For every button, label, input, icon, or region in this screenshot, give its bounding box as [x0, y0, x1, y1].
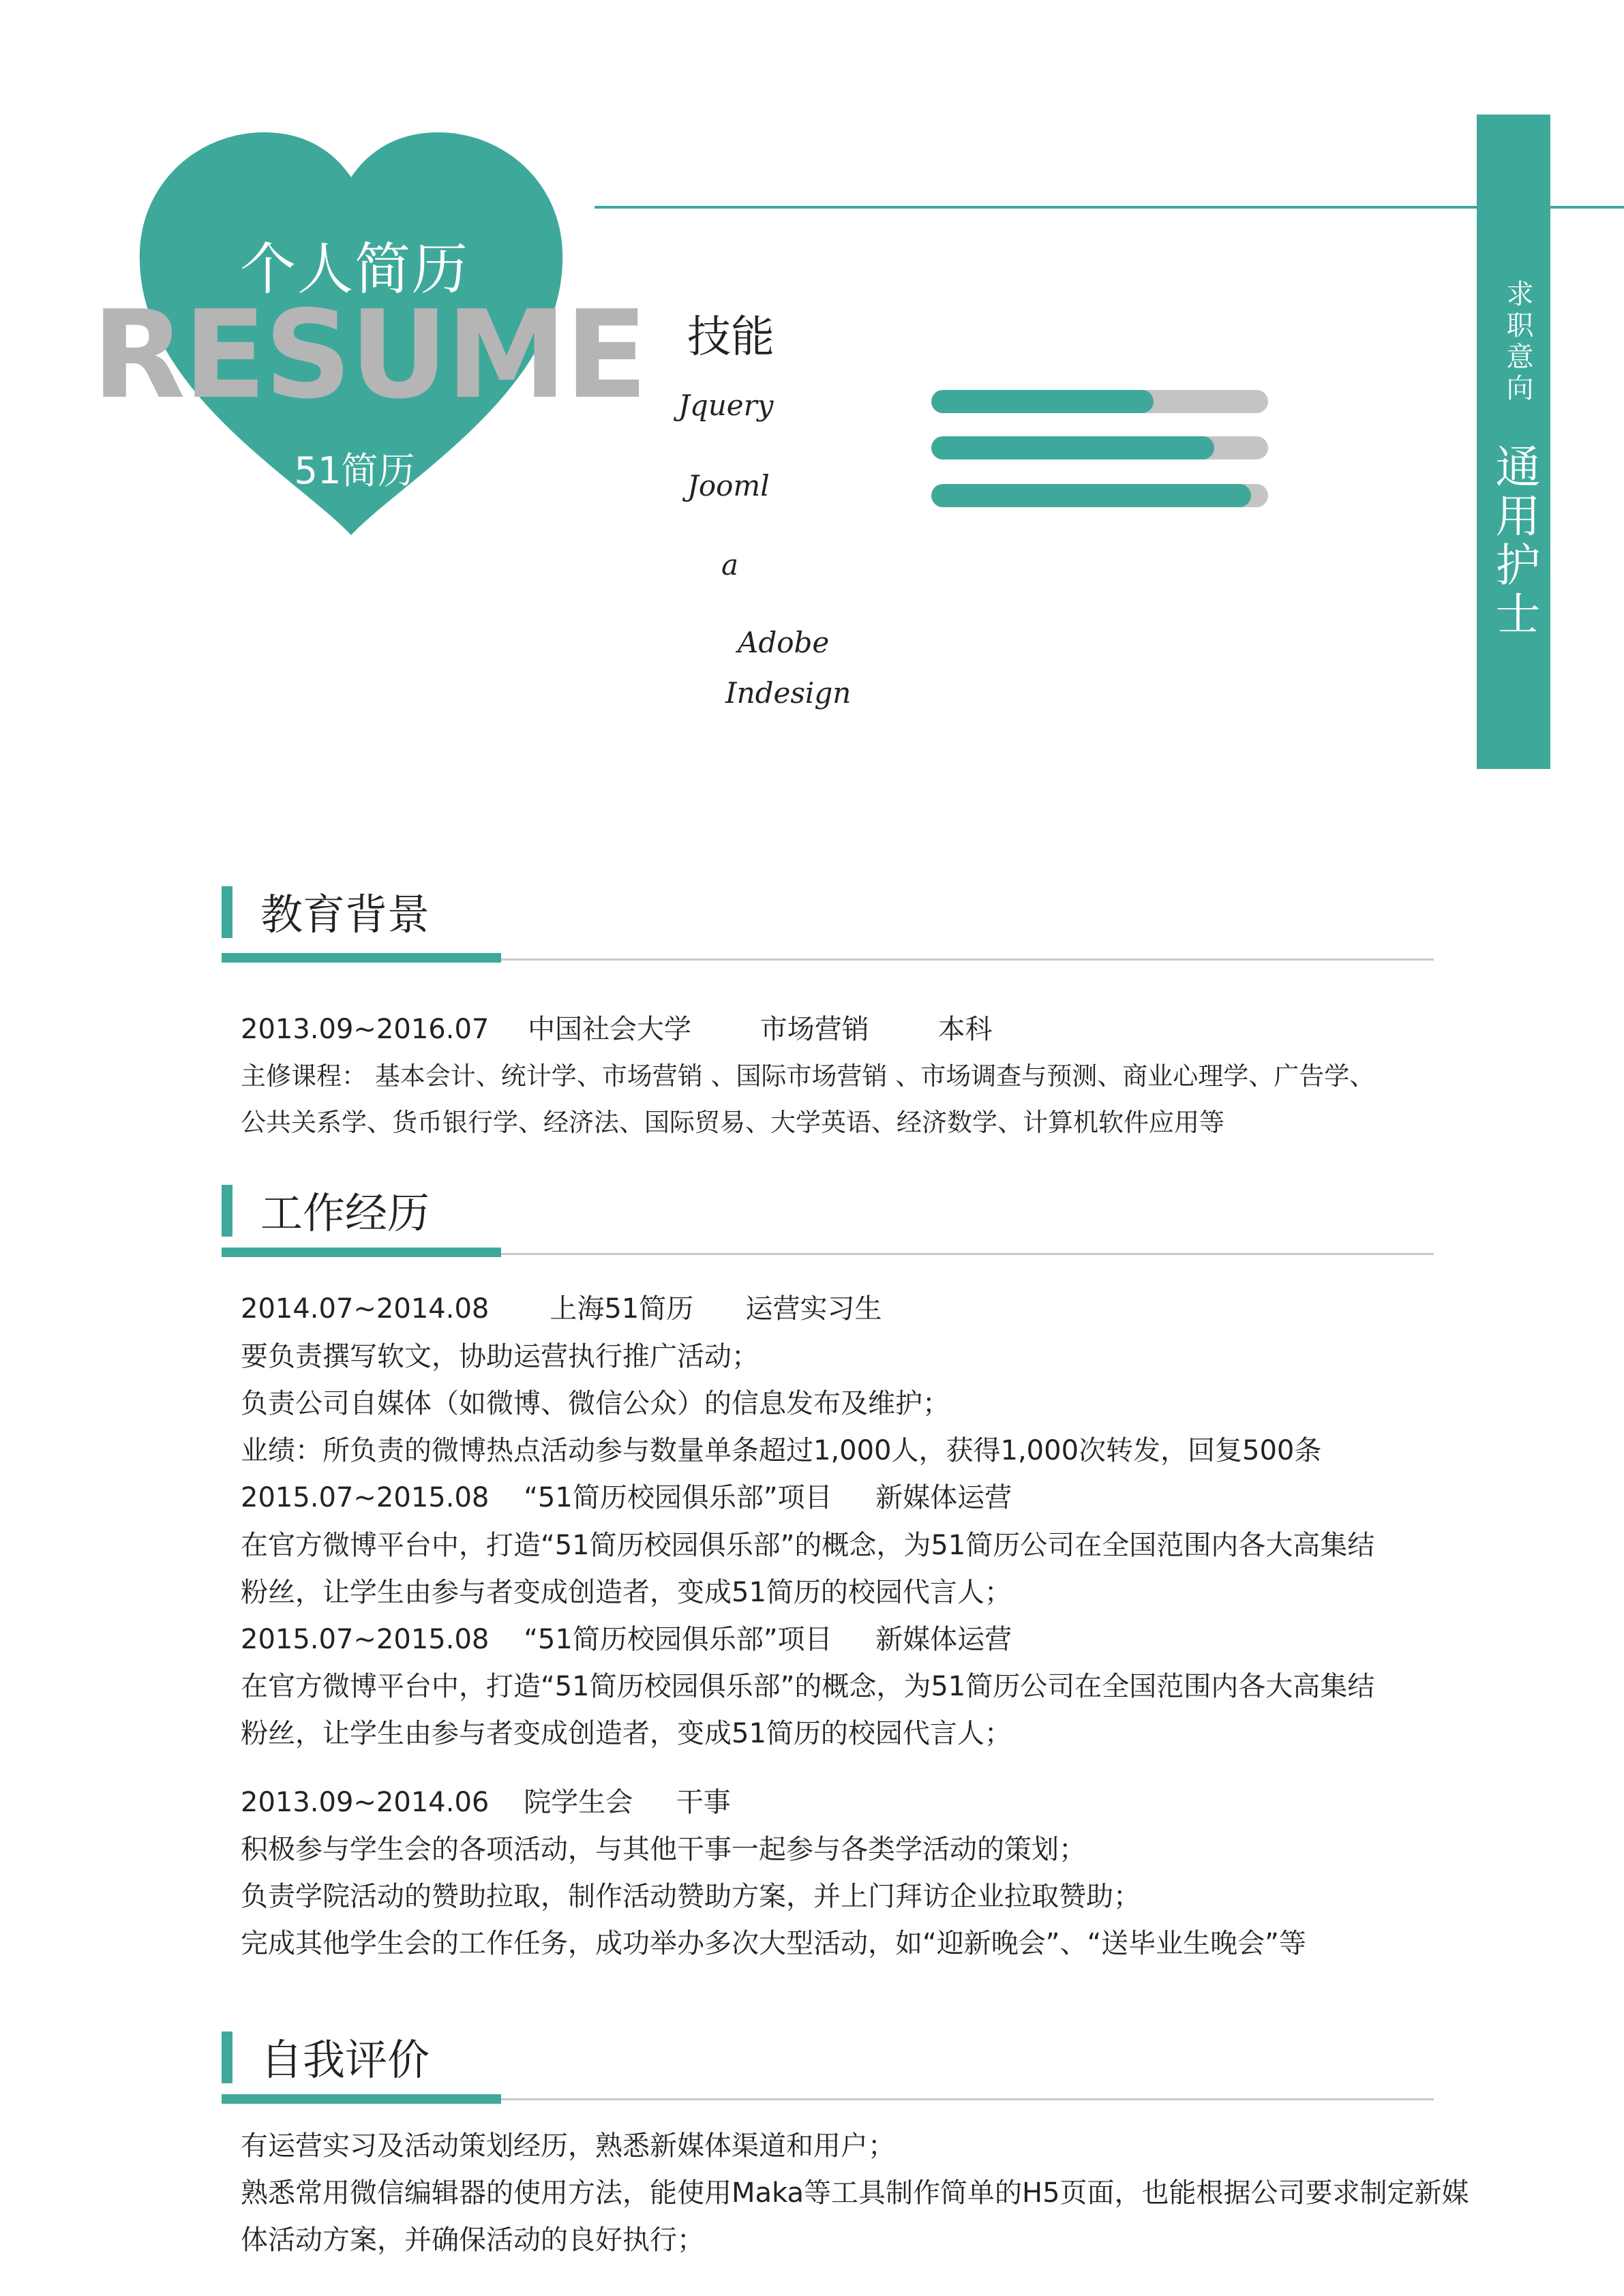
- skill-label: Jooml: [687, 469, 770, 502]
- skill-bar-fill: [931, 436, 1214, 459]
- job-intention-value: 通用护士: [1488, 443, 1540, 639]
- work-line: 完成其他学生会的工作任务，成功举办多次大型活动，如“迎新晚会”、“送毕业生晚会”等: [241, 1928, 1306, 1959]
- work-line: 负责学院活动的赞助拉取，制作活动赞助方案，并上门拜访企业拉取赞助；: [241, 1881, 1141, 1912]
- section-rule: [222, 1248, 501, 1257]
- education-degree: 本科: [937, 1014, 993, 1045]
- self-line: 熟悉常用微信编辑器的使用方法，能使用Maka等工具制作简单的H5页面，也能根据公司要求制定新媒: [241, 2177, 1469, 2209]
- section-title-self: 自我评价: [260, 2035, 430, 2085]
- skill-bar: [931, 436, 1268, 459]
- skill-label: Indesign: [725, 676, 852, 710]
- work-line: 负责公司自媒体（如微博、微信公众）的信息发布及维护；: [241, 1388, 950, 1419]
- section-rule: [222, 953, 501, 963]
- work-line: 2015.07~2015.08 “51简历校园俱乐部”项目 新媒体运营: [241, 1624, 1012, 1655]
- side-banner: [1477, 115, 1550, 769]
- work-line: 业绩：所负责的微博热点活动参与数量单条超过1,000人，获得1,000次转发，回复500条: [241, 1435, 1322, 1466]
- skill-label: Jquery: [678, 389, 774, 422]
- skill-bar-fill: [931, 484, 1251, 507]
- section-rule: [501, 958, 1434, 961]
- self-line: 有运营实习及活动策划经历，熟悉新媒体渠道和用户；: [241, 2130, 895, 2162]
- education-summary: [241, 1008, 993, 1046]
- work-line: 2014.07~2014.08 上海51简历 运营实习生: [241, 1293, 882, 1325]
- education-period: 2013.09~2016.07: [241, 1014, 490, 1045]
- education-school: 中国社会大学: [528, 1014, 692, 1045]
- skill-bar: [931, 484, 1268, 507]
- work-line: 2013.09~2014.06 院学生会 干事: [241, 1787, 731, 1818]
- work-line: 粉丝，让学生由参与者变成创造者，变成51简历的校园代言人；: [241, 1577, 1012, 1608]
- education-courses: 主修课程： 基本会计、统计学、市场营销 、国际市场营销 、市场调查与预测、商业心理学、广告学、: [241, 1061, 1375, 1091]
- work-line: 在官方微博平台中，打造“51简历校园俱乐部”的概念，为51简历公司在全国范围内各大高集结: [241, 1530, 1375, 1561]
- work-line: 2015.07~2015.08 “51简历校园俱乐部”项目 新媒体运营: [241, 1482, 1012, 1513]
- section-title-work: 工作经历: [260, 1188, 430, 1238]
- skill-label: a: [721, 548, 739, 581]
- section-rule: [501, 2098, 1434, 2100]
- work-line: 要负责撰写软文，协助运营执行推广活动；: [241, 1341, 759, 1372]
- skill-bar: [931, 390, 1268, 413]
- brand-name: 51简历: [294, 449, 415, 492]
- work-line: 粉丝，让学生由参与者变成创造者，变成51简历的校园代言人；: [241, 1718, 1012, 1749]
- resume-word: RESUME: [92, 284, 646, 425]
- education-major: 市场营销: [760, 1014, 869, 1045]
- work-line: 在官方微博平台中，打造“51简历校园俱乐部”的概念，为51简历公司在全国范围内各大高集结: [241, 1671, 1375, 1702]
- education-courses: 公共关系学、货币银行学、经济法、国际贸易、大学英语、经济数学、计算机软件应用等: [241, 1108, 1224, 1137]
- section-rule: [501, 1253, 1434, 1255]
- self-line: 体活动方案，并确保活动的良好执行；: [241, 2224, 704, 2256]
- skill-label: Adobe: [738, 626, 830, 659]
- section-title-education: 教育背景: [260, 890, 430, 939]
- header-divider: [595, 206, 1624, 209]
- work-line: 积极参与学生会的各项活动，与其他干事一起参与各类学活动的策划；: [241, 1834, 1086, 1865]
- section-accent: [222, 2031, 232, 2083]
- section-accent: [222, 1185, 232, 1237]
- heart-title: 个人简历: [239, 237, 469, 302]
- skills-title: 技能: [687, 312, 775, 363]
- job-intention-label: 求职意向: [1502, 280, 1533, 405]
- section-accent: [222, 886, 232, 938]
- skill-bar-fill: [931, 390, 1154, 413]
- section-rule: [222, 2094, 501, 2104]
